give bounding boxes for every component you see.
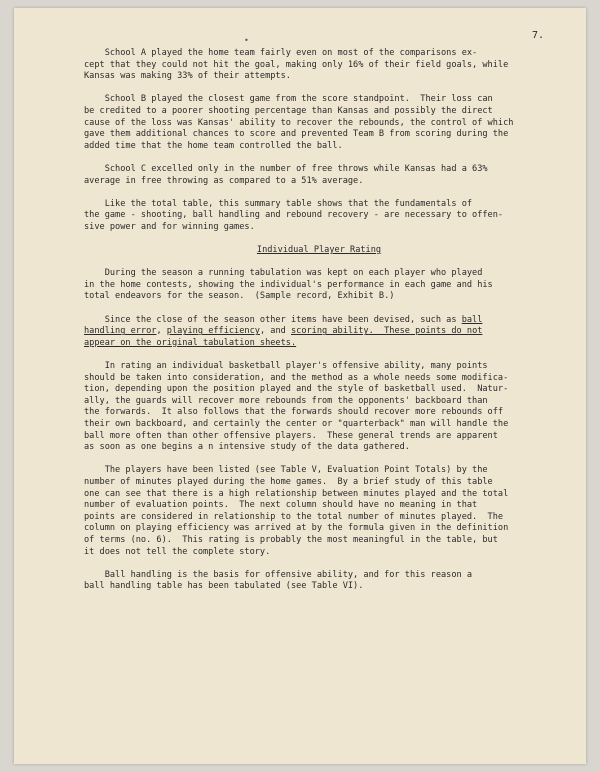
paragraph-school-a (84, 48, 554, 83)
text-line: the game - shooting, ball handling and rebound recovery - are necessary to offen- (84, 210, 504, 221)
underlined-term: handling error (84, 326, 157, 337)
text-line: as soon as one begins a n intensive study of the data gathered. (84, 442, 410, 453)
paragraph-rating-method (84, 361, 554, 454)
text-line: During the season a running tabulation was kept on each player who played (84, 268, 483, 279)
underlined-term: scoring ability (290, 326, 369, 337)
text-line: average in free throwing as compared to a 51% average. (84, 175, 364, 186)
text-segment: , (156, 326, 167, 337)
text-line: it does not tell the complete story. (84, 546, 271, 557)
underlined-term: playing efficiency (166, 326, 260, 337)
text-line: School A played the home team fairly even on most of the comparisons ex- (84, 48, 478, 58)
paragraph-new-items (84, 315, 554, 350)
text-line: number of minutes played during the home games. By a brief study of this table (84, 476, 493, 487)
section-heading-text: Individual Player Rating (256, 245, 382, 256)
page-number: 7. (531, 30, 544, 41)
text-line: column on playing efficiency was arrived at by the formula given in the definition (84, 523, 509, 534)
text-line: cept that they could not hit the goal, making only 16% of their field goals, while (84, 59, 509, 70)
paragraph-summary (84, 199, 554, 234)
paragraph-tabulation (84, 268, 554, 303)
paragraph-school-c (84, 164, 554, 187)
paragraph-player-listing (84, 465, 554, 558)
text-line (84, 315, 554, 327)
underlined-term: ball (461, 314, 483, 325)
document-body (84, 48, 554, 605)
text-line: added time that the home team controlled the ball. (84, 140, 343, 151)
text-line: the forwards. It also follows that the forwards should recover more rebounds off (84, 407, 504, 418)
text-line: In rating an individual basketball player's offensive ability, many points (84, 361, 488, 372)
document-page (14, 8, 586, 764)
text-line (84, 338, 554, 350)
paragraph-ball-handling (84, 570, 554, 593)
text-line: of terms (no. 6). This rating is probably the most meaningful in the table, but (84, 534, 498, 545)
text-line (84, 326, 554, 338)
text-line: points are considered in relationship to the total number of minutes played. The (84, 511, 504, 522)
text-line: ball handling table has been tabulated (see Table VI). (84, 581, 364, 592)
text-segment: Since the close of the season other items have been devised, such as (84, 314, 462, 325)
text-line: Like the total table, this summary table shows that the fundamentals of (84, 198, 473, 209)
text-line: one can see that there is a high relationship between minutes played and the total (84, 488, 509, 499)
text-line: be credited to a poorer shooting percentage than Kansas and possibly the direct (84, 105, 493, 116)
section-heading (84, 245, 554, 257)
text-line: gave them additional chances to score and prevented Team B from scoring during the (84, 129, 509, 140)
text-segment: , and (259, 326, 291, 337)
text-line: their own backboard, and certainly the center or "quarterback" man will handle the (84, 419, 509, 429)
underlined-segment: . These points do not (368, 326, 483, 337)
text-line: total endeavors for the season. (Sample record, Exhibit B.) (84, 291, 395, 302)
text-line: School B played the closest game from the score standpoint. Their loss can (84, 94, 493, 105)
text-line: Kansas was making 33% of their attempts. (84, 71, 291, 82)
text-line: cause of the loss was Kansas' ability to recover the rebounds, the control of which (84, 117, 514, 128)
text-line: ally, the guards will recover more rebounds from the opponents' backboard than (84, 395, 488, 406)
text-line: ball more often than other offensive players. These general trends are apparent (84, 430, 498, 441)
text-line: Ball handling is the basis for offensive ability, and for this reason a (84, 569, 473, 580)
text-line: School C excelled only in the number of free throws while Kansas had a 63% (84, 163, 488, 174)
underlined-segment: appear on the original tabulation sheets. (84, 337, 297, 348)
paragraph-school-b (84, 94, 554, 152)
text-line: tion, depending upon the position played and the style of basketball used. Natur- (84, 384, 509, 395)
text-line: The players have been listed (see Table V, Evaluation Point Totals) by the (84, 465, 488, 476)
text-line: number of evaluation points. The next column should have no meaning in that (84, 500, 478, 511)
page-mark: • (244, 36, 249, 45)
text-line: in the home contests, showing the individual's performance in each game and his (84, 279, 493, 290)
text-line: sive power and for winning games. (84, 221, 255, 232)
text-line: should be taken into consideration, and the method as a whole needs some modifica- (84, 372, 509, 383)
